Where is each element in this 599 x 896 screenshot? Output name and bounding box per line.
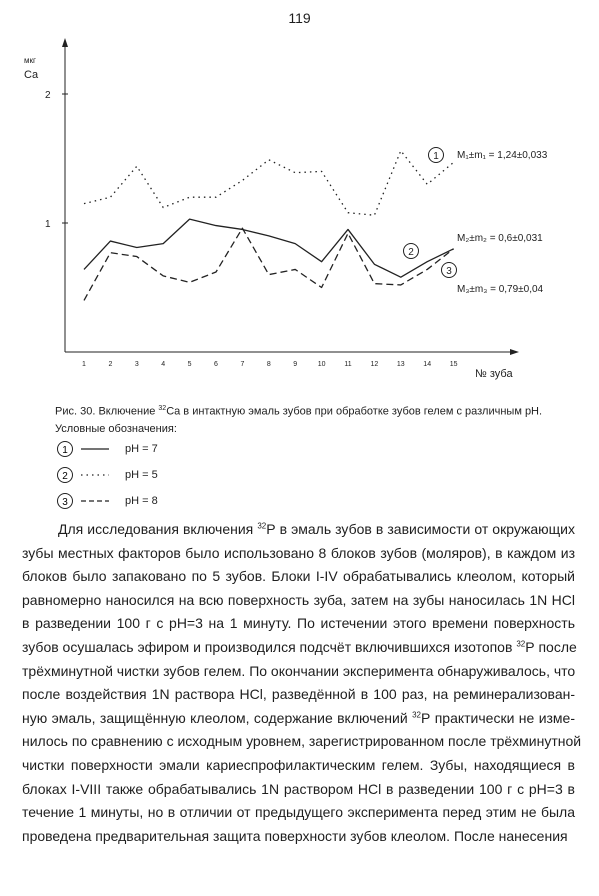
y-axis-label: Ca <box>24 69 39 81</box>
x-tick-label: 12 <box>370 361 379 368</box>
legend <box>55 438 355 516</box>
x-tick-label: 3 <box>134 361 139 368</box>
legend-swatch-3 <box>55 490 119 512</box>
text-line: в разведении 100 г с рН=3 на 1 минуту. По истечении этого времени поверхность <box>22 615 575 632</box>
text-line: нилось по сравнению с исходным уровнем, зарегистрированном после трёхминутной <box>22 733 582 750</box>
legend-label-2: pH = 5 <box>125 469 158 481</box>
legend-swatch-2 <box>55 464 119 486</box>
x-tick-label: 13 <box>396 361 405 368</box>
svg-text:3: 3 <box>62 497 68 508</box>
legend-item-2 <box>55 464 355 490</box>
x-tick-label: 9 <box>293 361 298 368</box>
series-lines <box>84 151 454 301</box>
text-line: ную эмаль, защищённую клеолом, содержание включений $^{32}$Р практически не изме- <box>22 709 576 726</box>
body-paragraph <box>22 518 582 848</box>
x-tick-label: 4 <box>161 361 166 368</box>
series-number-3: 3 <box>446 266 452 277</box>
text-line: блоках I-VIII также обрабатывались 1N раствором HCl в разведении 100 г с рН=3 в <box>22 780 575 797</box>
line-chart <box>0 30 599 390</box>
series-line-2 <box>84 219 454 277</box>
figure-caption <box>55 400 575 438</box>
text-line: после воздействия 1N раствора HCl, разведённой в 100 раз, на реминерализован- <box>22 686 575 703</box>
x-axis-label: № зуба <box>475 368 513 380</box>
legend-label-1: pH = 7 <box>125 443 158 455</box>
y-unit-label: мкг <box>24 56 36 65</box>
legend-item-3 <box>55 490 355 516</box>
y-axis <box>62 38 68 352</box>
y-tick-label: 1 <box>45 219 51 230</box>
x-tick-label: 14 <box>423 361 432 368</box>
series-annotations <box>404 148 548 296</box>
x-tick-label: 15 <box>449 361 458 368</box>
x-tick-label: 10 <box>317 361 326 368</box>
svg-text:2: 2 <box>62 471 68 482</box>
series-number-1: 1 <box>433 151 439 162</box>
text-line: равномерно наносился на всю поверхность зуба, затем на зубы наносилась 1N HCl <box>22 591 575 608</box>
x-tick-label: 6 <box>214 361 218 368</box>
x-ticks <box>82 361 458 368</box>
legend-item-1 <box>55 438 355 464</box>
text-line: течение 1 минуты, но в отличии от предыдущего эксперимента перед этим не была <box>22 804 575 821</box>
x-tick-label: 8 <box>266 361 271 368</box>
text-line: проведена предварительная защита поверхности зубов клеолом. После нанесения <box>22 827 568 844</box>
series-line-1 <box>84 151 454 216</box>
series-annotation-3: M₃±m₃ = 0,79±0,04 <box>457 284 544 295</box>
x-tick-label: 11 <box>344 361 352 368</box>
y-tick-label: 2 <box>45 90 51 101</box>
text-line: зубов осушалась эфиром и производился подсчёт включившихся изотопов $^{32}$Р после <box>22 638 577 655</box>
series-line-3 <box>84 228 454 300</box>
series-annotation-1: M₁±m₁ = 1,24±0,033 <box>457 150 548 161</box>
page-number: 119 <box>288 10 311 26</box>
series-annotation-2: M₂±m₂ = 0,6±0,031 <box>457 233 543 244</box>
text-line: Для исследования включения $^{32}$Р в эмаль зубов в зависимости от окружающих <box>58 521 575 537</box>
x-tick-label: 7 <box>240 361 245 368</box>
x-tick-label: 5 <box>187 361 192 368</box>
text-line: трёхминутной чистки зубов гелем. По окончании эксперимента обнаруживалось, что <box>22 662 576 679</box>
text-line: блоков было запаковано по 5 зубов. Блоки I-IV обрабатывались клеолом, который <box>22 568 575 585</box>
text-line: чистки поверхности эмали кариеспрофилактическим гелем. Зубы, находящиеся в <box>22 756 575 773</box>
x-axis <box>65 349 519 355</box>
series-number-2: 2 <box>408 247 414 258</box>
caption-title: Рис. 30. Включение $^{32}$Ca в интактную эмаль зубов при обработке зубов гелем с различным рН. <box>55 405 543 418</box>
legend-title: Условные обозначения: <box>55 422 177 435</box>
svg-text:1: 1 <box>62 445 68 456</box>
legend-swatch-1 <box>55 438 119 460</box>
legend-label-3: pH = 8 <box>125 495 158 507</box>
text-line: зубы местных факторов было использовано 8 блоков зубов (моляров), в каждом из <box>22 544 575 561</box>
x-tick-label: 2 <box>108 361 113 368</box>
x-tick-label: 1 <box>82 361 86 368</box>
